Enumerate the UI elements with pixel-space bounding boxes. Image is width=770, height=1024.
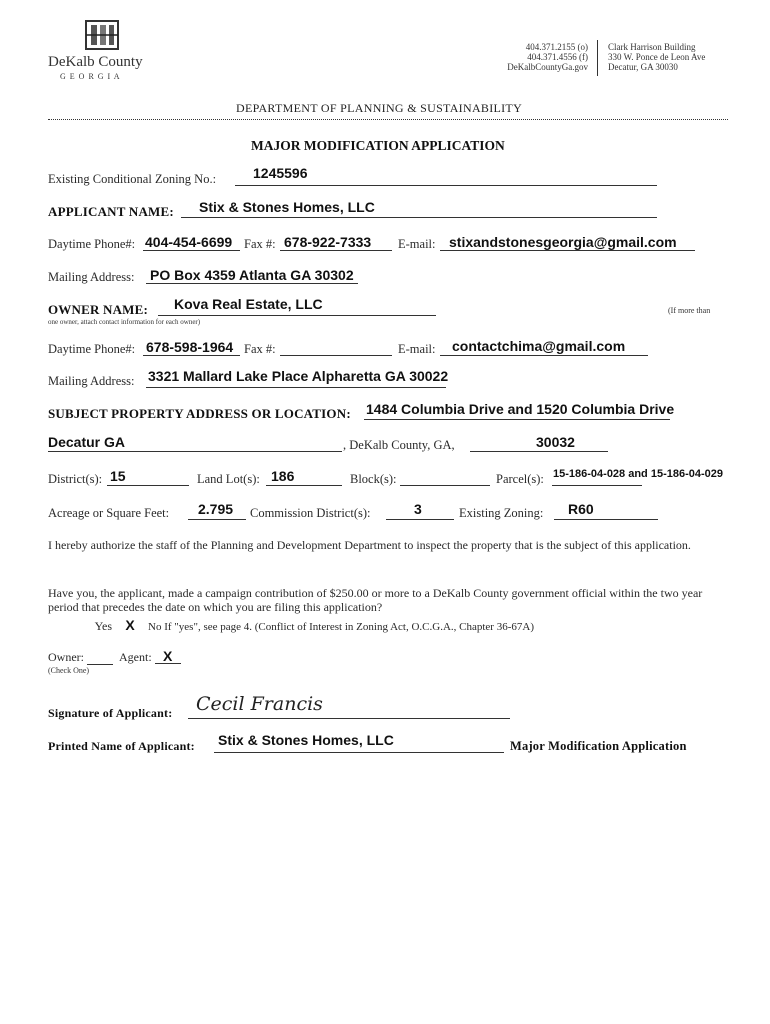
owner-note: one owner, attach contact information for each owner) bbox=[48, 318, 201, 326]
signature-value[interactable]: Cecil Francis bbox=[196, 693, 323, 715]
applicant-fax-label: Fax #: bbox=[244, 237, 276, 251]
header-building: Clark Harrison Building bbox=[608, 42, 696, 52]
acreage-line bbox=[188, 519, 246, 520]
applicant-fax-value[interactable]: 678-922-7333 bbox=[284, 234, 372, 250]
page-title: MAJOR MODIFICATION APPLICATION bbox=[251, 138, 505, 153]
applicant-phone-label: Daytime Phone#: bbox=[48, 237, 136, 251]
owner-address-line bbox=[146, 387, 446, 388]
department-divider bbox=[48, 119, 728, 120]
printed-name-label: Printed Name of Applicant: bbox=[48, 739, 195, 753]
yes-label: Yes bbox=[94, 619, 113, 633]
authorization-text: I hereby authorize the staff of the Planning and Development Department to inspect the property that is the subject of this application. bbox=[48, 538, 691, 552]
district-label: District(s): bbox=[48, 472, 103, 486]
county-label: , DeKalb County, GA, bbox=[343, 438, 455, 452]
applicant-name-value[interactable]: Stix & Stones Homes, LLC bbox=[199, 199, 375, 215]
header-website[interactable]: DeKalbCountyGa.gov bbox=[507, 62, 588, 72]
owner-address-value[interactable]: 3321 Mallard Lake Place Alpharetta GA 30022 bbox=[148, 368, 449, 384]
land-lot-line bbox=[266, 485, 342, 486]
zoning-no-line bbox=[235, 185, 657, 186]
yes-checkmark[interactable]: X bbox=[125, 617, 135, 633]
owner-check-label: Owner: bbox=[48, 650, 84, 664]
check-one-label: (Check One) bbox=[48, 666, 90, 675]
district-line bbox=[107, 485, 189, 486]
applicant-name-label: APPLICANT NAME: bbox=[48, 204, 174, 219]
block-line bbox=[400, 485, 490, 486]
land-lot-label: Land Lot(s): bbox=[197, 472, 260, 486]
land-lot-value[interactable]: 186 bbox=[271, 468, 295, 484]
county-seal-icon bbox=[82, 18, 122, 52]
property-city-line bbox=[48, 451, 342, 452]
zip-line bbox=[470, 451, 608, 452]
footer-title: Major Modification Application bbox=[510, 739, 687, 753]
applicant-fax-line bbox=[280, 250, 392, 251]
campaign-question: Have you, the applicant, made a campaign contribution of $250.00 or more to a DeKalb County government official within the two year period that precedes the date on which you are filing this application? bbox=[48, 586, 703, 614]
applicant-email-line bbox=[440, 250, 695, 251]
applicant-name-line bbox=[181, 217, 657, 218]
parcel-line bbox=[552, 485, 642, 486]
block-label: Block(s): bbox=[350, 472, 397, 486]
header-city: Decatur, GA 30030 bbox=[608, 62, 678, 72]
signature-line bbox=[188, 718, 510, 719]
no-text: No If "yes", see page 4. (Conflict of Interest in Zoning Act, O.C.G.A., Chapter 36-67A) bbox=[148, 621, 534, 633]
parcel-label: Parcel(s): bbox=[496, 472, 544, 486]
applicant-email-label: E-mail: bbox=[398, 237, 436, 251]
address-block bbox=[608, 42, 705, 72]
zoning-no-value[interactable]: 1245596 bbox=[253, 165, 308, 181]
existing-zoning-label: Existing Zoning: bbox=[459, 506, 544, 520]
logo-subtext: G E O R G I A bbox=[60, 72, 121, 81]
owner-name-label: OWNER NAME: bbox=[48, 302, 149, 317]
applicant-email-value[interactable]: stixandstonesgeorgia@gmail.com bbox=[449, 234, 677, 250]
parcel-value[interactable]: 15-186-04-028 and 15-186-04-029 bbox=[553, 468, 724, 480]
owner-fax-label: Fax #: bbox=[244, 342, 276, 356]
property-line bbox=[364, 419, 670, 420]
agent-check-label: Agent: bbox=[119, 650, 152, 664]
commission-line bbox=[386, 519, 454, 520]
acreage-value[interactable]: 2.795 bbox=[198, 501, 234, 517]
owner-address-label: Mailing Address: bbox=[48, 374, 135, 388]
printed-name-value[interactable]: Stix & Stones Homes, LLC bbox=[218, 732, 394, 748]
applicant-phone-value[interactable]: 404-454-6699 bbox=[145, 234, 233, 250]
applicant-address-value[interactable]: PO Box 4359 Atlanta GA 30302 bbox=[150, 267, 354, 283]
commission-label: Commission District(s): bbox=[250, 506, 371, 520]
owner-name-line bbox=[158, 315, 436, 316]
district-value[interactable]: 15 bbox=[110, 468, 126, 484]
owner-fax-line bbox=[280, 355, 392, 356]
owner-check-box[interactable] bbox=[87, 652, 113, 665]
property-address-value[interactable]: 1484 Columbia Drive and 1520 Columbia Drive bbox=[366, 401, 675, 417]
header-fax: 404.371.4556 (f) bbox=[527, 52, 588, 62]
owner-email-value[interactable]: contactchima@gmail.com bbox=[452, 338, 626, 354]
owner-phone-value[interactable]: 678-598-1964 bbox=[146, 339, 234, 355]
check-row bbox=[48, 650, 181, 665]
property-city-value[interactable]: Decatur GA bbox=[48, 434, 126, 450]
zip-value[interactable]: 30032 bbox=[536, 434, 575, 450]
printed-name-line bbox=[214, 752, 504, 753]
owner-phone-line bbox=[143, 355, 240, 356]
existing-zoning-value[interactable]: R60 bbox=[568, 501, 594, 517]
header-street: 330 W. Ponce de Leon Ave bbox=[608, 52, 706, 62]
owner-email-line bbox=[440, 355, 648, 356]
header-divider bbox=[597, 40, 598, 76]
department-title: DEPARTMENT OF PLANNING & SUSTAINABILITY bbox=[236, 101, 523, 115]
logo-text: DeKalb County bbox=[48, 54, 143, 70]
applicant-address-label: Mailing Address: bbox=[48, 270, 135, 284]
owner-name-value[interactable]: Kova Real Estate, LLC bbox=[174, 296, 323, 312]
owner-more-note: (If more than bbox=[668, 306, 711, 315]
acreage-label: Acreage or Square Feet: bbox=[48, 506, 170, 520]
county-logo bbox=[48, 18, 158, 81]
signature-label: Signature of Applicant: bbox=[48, 706, 173, 720]
owner-email-label: E-mail: bbox=[398, 342, 436, 356]
yes-no-row bbox=[48, 617, 534, 634]
applicant-phone-line bbox=[143, 250, 240, 251]
header-phone: 404.371.2155 (o) bbox=[525, 42, 588, 52]
commission-value[interactable]: 3 bbox=[414, 501, 422, 517]
owner-phone-label: Daytime Phone#: bbox=[48, 342, 136, 356]
contact-block bbox=[488, 42, 588, 72]
property-label: SUBJECT PROPERTY ADDRESS OR LOCATION: bbox=[48, 406, 351, 421]
zoning-no-label: Existing Conditional Zoning No.: bbox=[48, 172, 217, 186]
existing-zoning-line bbox=[554, 519, 658, 520]
applicant-address-line bbox=[146, 283, 358, 284]
agent-check-box[interactable]: X bbox=[155, 650, 181, 664]
